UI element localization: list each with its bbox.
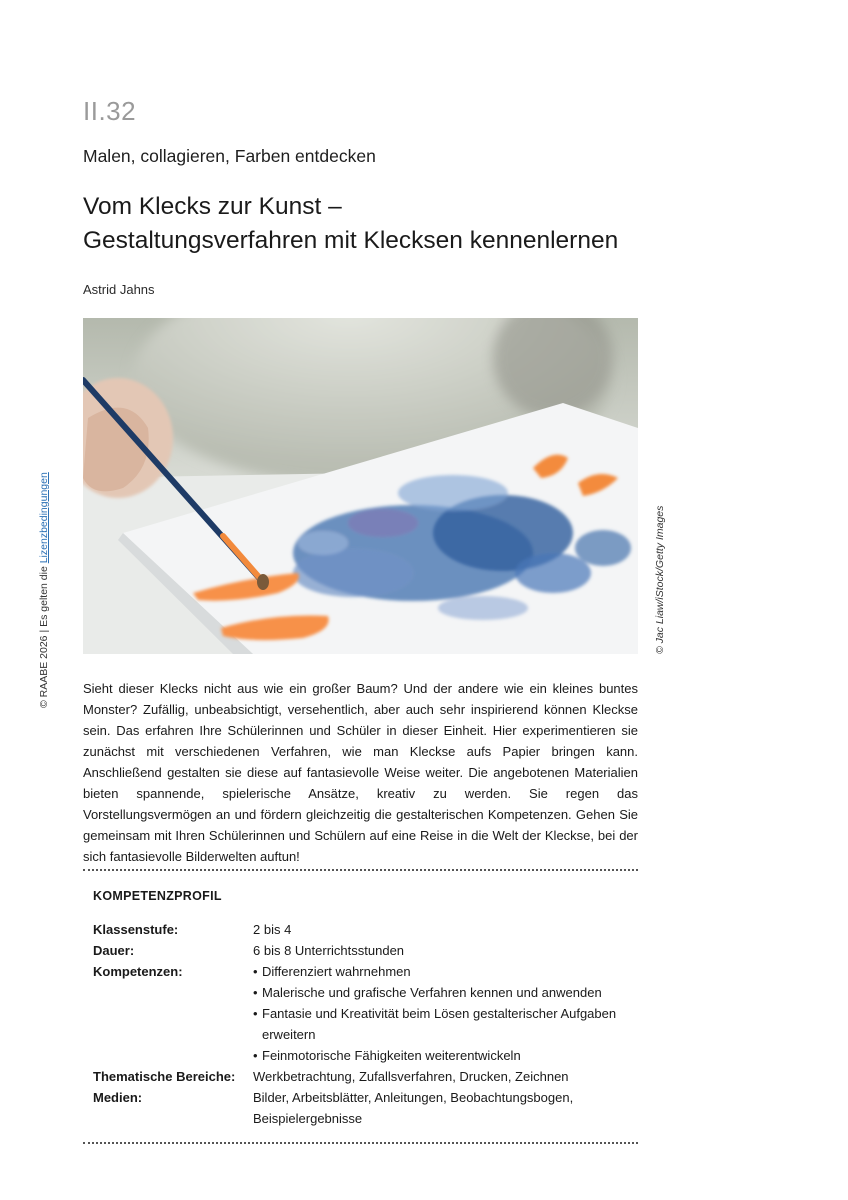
title-line-2: Gestaltungsverfahren mit Klecksen kennenlernen xyxy=(83,227,619,254)
copyright-text: © RAABE 2026 | Es gelten die xyxy=(38,563,50,708)
row-klassenstufe xyxy=(93,919,638,940)
row-kompetenzen xyxy=(93,961,638,1066)
kompetenzprofil-table xyxy=(93,919,638,1129)
kompetenz-item: • Differenziert wahrnehmen xyxy=(253,961,623,982)
intro-text xyxy=(83,678,638,867)
kompetenzen-label: Kompetenzen: xyxy=(93,964,183,979)
copyright-license-note xyxy=(38,472,50,708)
medien-value: Bilder, Arbeitsblätter, Anleitungen, Beobachtungsbogen, Beispielergebnisse xyxy=(253,1090,574,1126)
kompetenz-item: • Fantasie und Kreativität beim Lösen gestalterischer Aufgaben erweitern xyxy=(253,1003,623,1045)
row-dauer xyxy=(93,940,638,961)
cover-photo-illustration xyxy=(83,318,638,654)
divider-bottom xyxy=(83,1142,638,1144)
medien-label: Medien: xyxy=(93,1090,143,1105)
klassenstufe-label: Klassenstufe: xyxy=(93,922,179,937)
title-line-1: Vom Klecks zur Kunst – xyxy=(83,193,342,220)
row-medien xyxy=(93,1087,638,1129)
kompetenzen-value xyxy=(253,961,623,1066)
row-thematische-bereiche xyxy=(93,1066,638,1087)
intro-paragraph: Sieht dieser Klecks nicht aus wie ein großer Baum? Und der andere wie ein kleines buntes Monster? Zufällig, unbeabsichtigt, versehentlich, aber auch sehr inspirierend können Kleckse sein. Das erfahren Ihre Schülerinnen und Schüler in dieser Einheit. Hier experimentieren sie zunächst mit verschiedenen Verfahren, wie man Kleckse aufs Papier bringen kann. Anschließend gestalten sie diese auf fantasievolle Weise weiter. Die angebotenen Materialien bieten spannende, spielerische Ansätze, kreativ zu werden. Sie regen das Vorstellungsvermögen an und fördern gleichzeitig die gestalterischen Kompetenzen. Gehen Sie gemeinsam mit Ihren Schülerinnen und Schülern auf eine Reise in die Welt der Kleckse, bei der sich fantasievolle Bilderwelten auftun! xyxy=(83,681,638,864)
kompetenzen-list xyxy=(253,961,623,1066)
klassenstufe-value: 2 bis 4 xyxy=(253,922,292,937)
chapter-number: II.32 xyxy=(83,96,137,126)
cover-photo xyxy=(83,318,638,654)
bereiche-label: Thematische Bereiche: xyxy=(93,1069,236,1084)
bereiche-value: Werkbetrachtung, Zufallsverfahren, Drucken, Zeichnen xyxy=(253,1069,569,1084)
photo-credit: © Jac Liaw/iStock/Getty Images xyxy=(654,505,666,654)
kompetenzprofil-heading: KOMPETENZPROFIL xyxy=(93,889,222,903)
author-name: Astrid Jahns xyxy=(83,282,155,297)
page-title xyxy=(83,190,703,258)
page-subtitle: Malen, collagieren, Farben entdecken xyxy=(83,146,376,166)
license-link[interactable]: Lizenzbedingungen xyxy=(38,472,50,564)
dauer-value: 6 bis 8 Unterrichtsstunden xyxy=(253,943,405,958)
kompetenz-item: • Malerische und grafische Verfahren kennen und anwenden xyxy=(253,982,623,1003)
dauer-label: Dauer: xyxy=(93,943,135,958)
divider-top xyxy=(83,869,638,871)
kompetenz-item: • Feinmotorische Fähigkeiten weiterentwickeln xyxy=(253,1045,623,1066)
